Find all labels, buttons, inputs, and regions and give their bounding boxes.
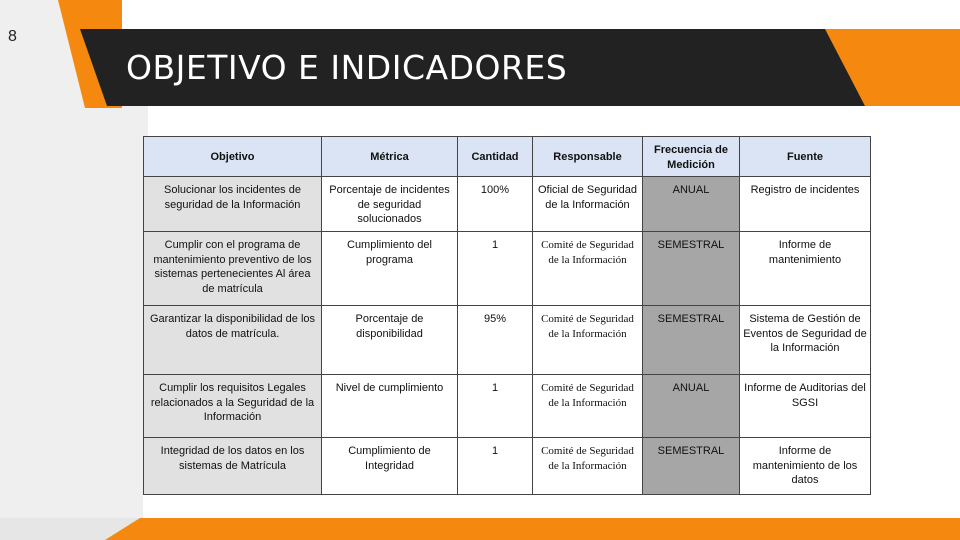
slide-number: 8 xyxy=(8,28,17,45)
table-row xyxy=(144,375,871,438)
col-header-metrica: Métrica xyxy=(322,137,458,177)
cell-fuente: Sistema de Gestión de Eventos de Seguridad de la Información xyxy=(740,306,871,375)
indicators-table xyxy=(143,136,871,495)
cell-cantidad: 1 xyxy=(458,232,533,306)
col-header-cantidad: Cantidad xyxy=(458,137,533,177)
cell-cantidad: 1 xyxy=(458,375,533,438)
cell-cantidad: 100% xyxy=(458,177,533,232)
cell-responsable: Comité de Seguridad de la Información xyxy=(533,306,643,375)
cell-metrica: Porcentaje de disponibilidad xyxy=(322,306,458,375)
cell-fuente: Informe de mantenimiento de los datos xyxy=(740,438,871,495)
bottom-orange-band xyxy=(0,518,960,540)
cell-responsable: Comité de Seguridad de la Información xyxy=(533,375,643,438)
cell-frecuencia: SEMESTRAL xyxy=(643,232,740,306)
cell-metrica: Nivel de cumplimiento xyxy=(322,375,458,438)
col-header-frecuencia: Frecuencia de Medición xyxy=(643,137,740,177)
cell-fuente: Informe de mantenimiento xyxy=(740,232,871,306)
table-row xyxy=(144,232,871,306)
col-header-fuente: Fuente xyxy=(740,137,871,177)
table-row xyxy=(144,438,871,495)
cell-frecuencia: SEMESTRAL xyxy=(643,306,740,375)
cell-objetivo: Garantizar la disponibilidad de los datos de matrícula. xyxy=(144,306,322,375)
cell-frecuencia: ANUAL xyxy=(643,375,740,438)
cell-objetivo: Cumplir con el programa de mantenimiento preventivo de los sistemas pertenecientes Al área de matrícula xyxy=(144,232,322,306)
cell-cantidad: 1 xyxy=(458,438,533,495)
table-row xyxy=(144,177,871,232)
cell-metrica: Cumplimiento del programa xyxy=(322,232,458,306)
cell-responsable: Comité de Seguridad de la Información xyxy=(533,438,643,495)
col-header-objetivo: Objetivo xyxy=(144,137,322,177)
page-title: OBJETIVO E INDICADORES xyxy=(126,48,568,87)
cell-metrica: Cumplimiento de Integridad xyxy=(322,438,458,495)
col-header-responsable: Responsable xyxy=(533,137,643,177)
cell-objetivo: Solucionar los incidentes de seguridad de la Información xyxy=(144,177,322,232)
cell-responsable: Comité de Seguridad de la Información xyxy=(533,232,643,306)
cell-fuente: Registro de incidentes xyxy=(740,177,871,232)
cell-responsable: Oficial de Seguridad de la Información xyxy=(533,177,643,232)
cell-frecuencia: ANUAL xyxy=(643,177,740,232)
cell-metrica: Porcentaje de incidentes de seguridad solucionados xyxy=(322,177,458,232)
cell-objetivo: Integridad de los datos en los sistemas de Matrícula xyxy=(144,438,322,495)
table-row xyxy=(144,306,871,375)
cell-cantidad: 95% xyxy=(458,306,533,375)
cell-frecuencia: SEMESTRAL xyxy=(643,438,740,495)
cell-fuente: Informe de Auditorias del SGSI xyxy=(740,375,871,438)
table-header-row xyxy=(144,137,871,177)
cell-objetivo: Cumplir los requisitos Legales relacionados a la Seguridad de la Información xyxy=(144,375,322,438)
